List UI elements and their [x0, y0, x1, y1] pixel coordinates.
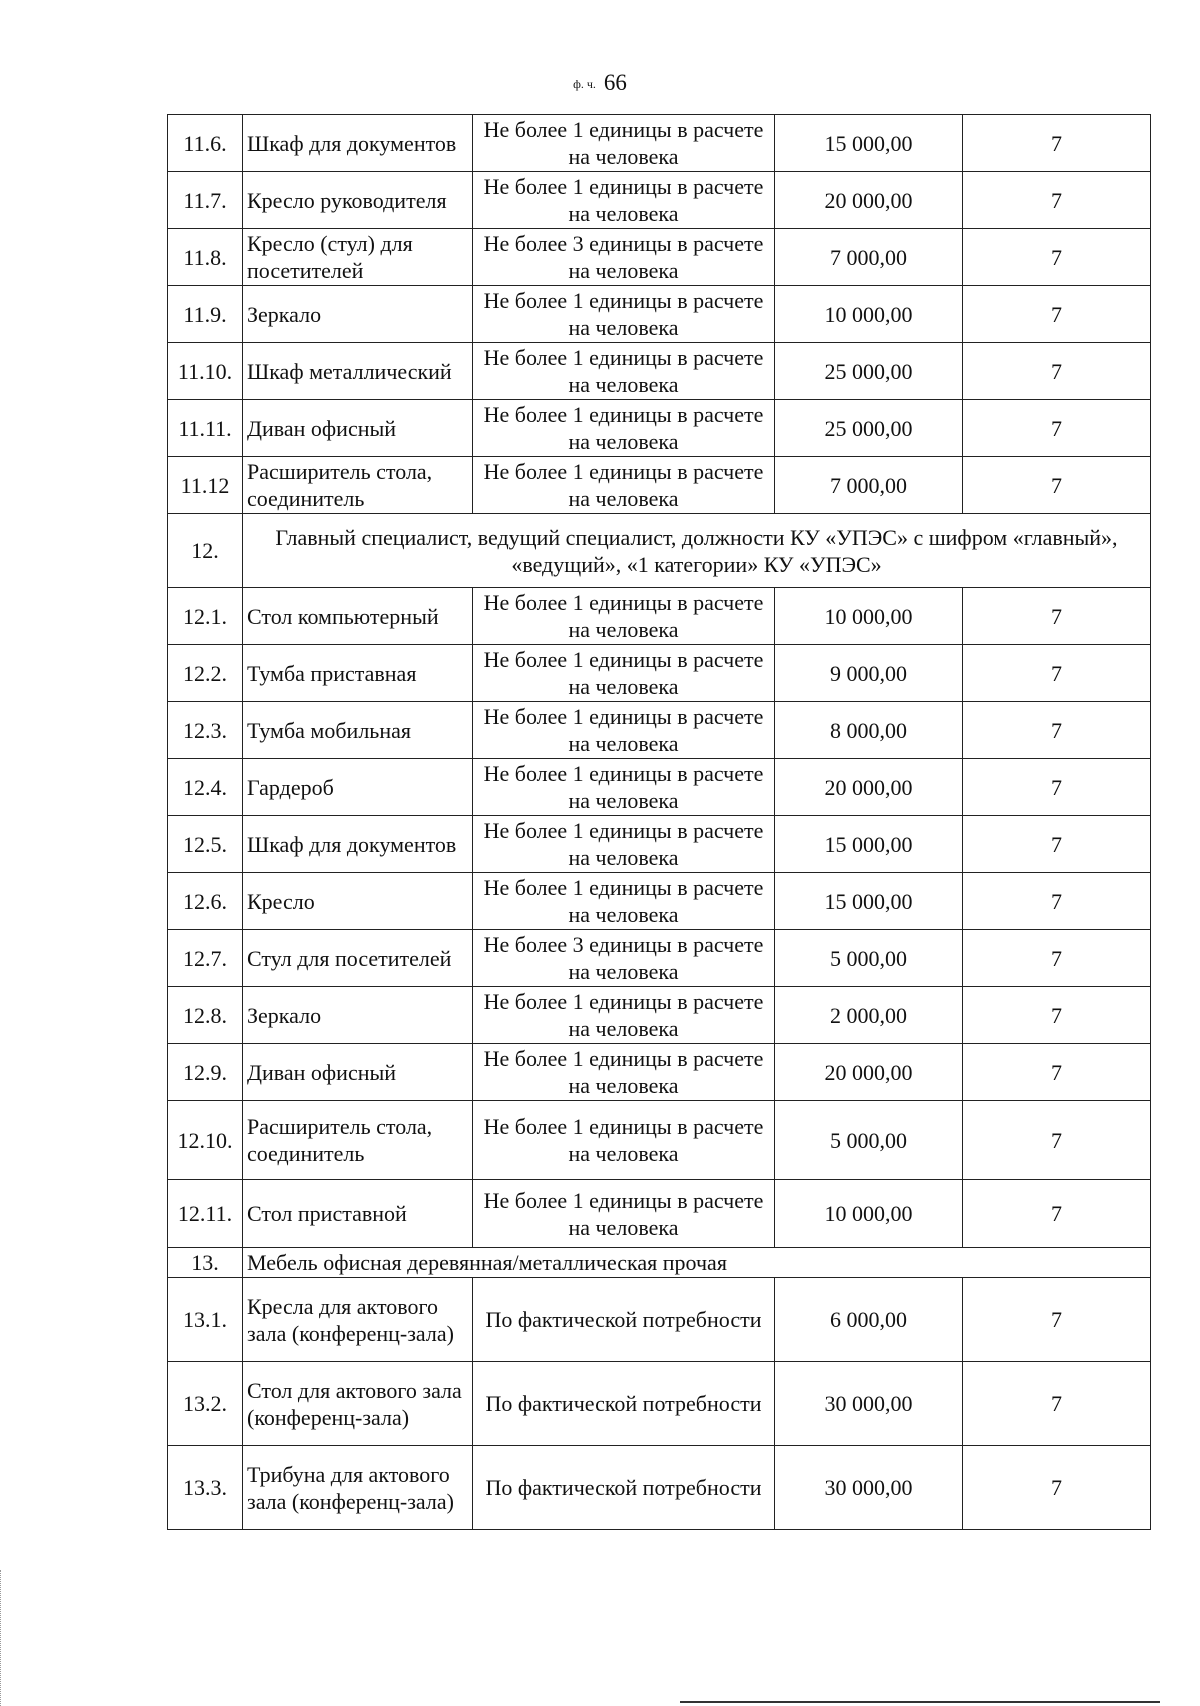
- item-name-cell: Расширитель стола, соединитель: [243, 457, 473, 514]
- quantity-norm-cell: Не более 1 единицы в расчете на человека: [473, 172, 775, 229]
- service-life-cell: 7: [963, 286, 1151, 343]
- item-name-cell: Тумба приставная: [243, 645, 473, 702]
- max-price-cell: 5 000,00: [775, 930, 963, 987]
- quantity-norm-cell: Не более 1 единицы в расчете на человека: [473, 987, 775, 1044]
- table-row: [168, 115, 1151, 172]
- max-price-cell: 2 000,00: [775, 987, 963, 1044]
- row-number-cell: 11.12: [168, 457, 243, 514]
- item-name-cell: Зеркало: [243, 286, 473, 343]
- table-row: [168, 172, 1151, 229]
- quantity-norm-cell: Не более 1 единицы в расчете на человека: [473, 816, 775, 873]
- quantity-norm-cell: Не более 3 единицы в расчете на человека: [473, 930, 775, 987]
- table-row: [168, 987, 1151, 1044]
- service-life-cell: 7: [963, 645, 1151, 702]
- row-number-cell: 12.9.: [168, 1044, 243, 1101]
- row-number-cell: 12.2.: [168, 645, 243, 702]
- max-price-cell: 20 000,00: [775, 172, 963, 229]
- item-name-cell: Трибуна для актового зала (конференц-зала): [243, 1446, 473, 1530]
- row-number-cell: 12.: [168, 514, 243, 588]
- quantity-norm-cell: Не более 1 единицы в расчете на человека: [473, 588, 775, 645]
- service-life-cell: 7: [963, 816, 1151, 873]
- service-life-cell: 7: [963, 1278, 1151, 1362]
- row-number-cell: 11.11.: [168, 400, 243, 457]
- row-number-cell: 11.9.: [168, 286, 243, 343]
- quantity-norm-cell: Не более 1 единицы в расчете на человека: [473, 702, 775, 759]
- table-row: [168, 343, 1151, 400]
- row-number-cell: 13.3.: [168, 1446, 243, 1530]
- max-price-cell: 7 000,00: [775, 457, 963, 514]
- quantity-norm-cell: Не более 1 единицы в расчете на человека: [473, 759, 775, 816]
- table-row: [168, 702, 1151, 759]
- quantity-norm-cell: Не более 1 единицы в расчете на человека: [473, 343, 775, 400]
- table-row: [168, 1278, 1151, 1362]
- table-row: [168, 816, 1151, 873]
- row-number-cell: 11.6.: [168, 115, 243, 172]
- table-row: [168, 400, 1151, 457]
- max-price-cell: 7 000,00: [775, 229, 963, 286]
- service-life-cell: 7: [963, 1446, 1151, 1530]
- quantity-norm-cell: Не более 1 единицы в расчете на человека: [473, 1180, 775, 1248]
- row-number-cell: 12.11.: [168, 1180, 243, 1248]
- quantity-norm-cell: Не более 1 единицы в расчете на человека: [473, 286, 775, 343]
- item-name-cell: Кресло руководителя: [243, 172, 473, 229]
- service-life-cell: 7: [963, 172, 1151, 229]
- page-number-value: 66: [603, 70, 627, 95]
- row-number-cell: 12.5.: [168, 816, 243, 873]
- service-life-cell: 7: [963, 115, 1151, 172]
- table-body: [168, 115, 1151, 1530]
- row-number-cell: 12.7.: [168, 930, 243, 987]
- table-row: [168, 930, 1151, 987]
- service-life-cell: 7: [963, 702, 1151, 759]
- item-name-cell: Стол компьютерный: [243, 588, 473, 645]
- table-row: [168, 759, 1151, 816]
- item-name-cell: Шкаф металлический: [243, 343, 473, 400]
- max-price-cell: 10 000,00: [775, 588, 963, 645]
- row-number-cell: 11.7.: [168, 172, 243, 229]
- quantity-norm-cell: По фактической потребности: [473, 1446, 775, 1530]
- service-life-cell: 7: [963, 1362, 1151, 1446]
- table-row: [168, 873, 1151, 930]
- max-price-cell: 10 000,00: [775, 1180, 963, 1248]
- table-row: [168, 229, 1151, 286]
- item-name-cell: Стол для актового зала (конференц-зала): [243, 1362, 473, 1446]
- max-price-cell: 30 000,00: [775, 1362, 963, 1446]
- max-price-cell: 10 000,00: [775, 286, 963, 343]
- quantity-norm-cell: Не более 1 единицы в расчете на человека: [473, 115, 775, 172]
- item-name-cell: Кресло (стул) для посетителей: [243, 229, 473, 286]
- table-row: [168, 286, 1151, 343]
- item-name-cell: Кресло: [243, 873, 473, 930]
- quantity-norm-cell: Не более 1 единицы в расчете на человека: [473, 1101, 775, 1180]
- table-row: [168, 588, 1151, 645]
- table-row: [168, 1362, 1151, 1446]
- group-title-cell: Главный специалист, ведущий специалист, должности КУ «УПЭС» с шифром «главный», «ведущий», «1 категории» КУ «УПЭС»: [243, 514, 1151, 588]
- max-price-cell: 6 000,00: [775, 1278, 963, 1362]
- quantity-norm-cell: По фактической потребности: [473, 1362, 775, 1446]
- max-price-cell: 15 000,00: [775, 115, 963, 172]
- item-name-cell: Шкаф для документов: [243, 816, 473, 873]
- quantity-norm-cell: Не более 1 единицы в расчете на человека: [473, 873, 775, 930]
- item-name-cell: Диван офисный: [243, 1044, 473, 1101]
- quantity-norm-cell: Не более 1 единицы в расчете на человека: [473, 645, 775, 702]
- group-header-row: [168, 514, 1151, 588]
- max-price-cell: 15 000,00: [775, 816, 963, 873]
- max-price-cell: 30 000,00: [775, 1446, 963, 1530]
- scan-edge-dots: [0, 1570, 3, 1706]
- service-life-cell: 7: [963, 229, 1151, 286]
- item-name-cell: Тумба мобильная: [243, 702, 473, 759]
- row-number-cell: 12.8.: [168, 987, 243, 1044]
- item-name-cell: Стул для посетителей: [243, 930, 473, 987]
- row-number-cell: 13.1.: [168, 1278, 243, 1362]
- row-number-cell: 13.2.: [168, 1362, 243, 1446]
- section-title-cell: Мебель офисная деревянная/металлическая прочая: [243, 1248, 1151, 1278]
- quantity-norm-cell: Не более 3 единицы в расчете на человека: [473, 229, 775, 286]
- table-row: [168, 1180, 1151, 1248]
- item-name-cell: Расширитель стола, соединитель: [243, 1101, 473, 1180]
- row-number-cell: 13.: [168, 1248, 243, 1278]
- row-number-cell: 12.6.: [168, 873, 243, 930]
- row-number-cell: 12.10.: [168, 1101, 243, 1180]
- item-name-cell: Кресла для актового зала (конференц-зала): [243, 1278, 473, 1362]
- max-price-cell: 8 000,00: [775, 702, 963, 759]
- item-name-cell: Шкаф для документов: [243, 115, 473, 172]
- furniture-norms-table: [167, 114, 1151, 1530]
- service-life-cell: 7: [963, 400, 1151, 457]
- page-number: [0, 70, 1200, 96]
- max-price-cell: 25 000,00: [775, 343, 963, 400]
- service-life-cell: 7: [963, 457, 1151, 514]
- max-price-cell: 20 000,00: [775, 1044, 963, 1101]
- table-row: [168, 457, 1151, 514]
- service-life-cell: 7: [963, 343, 1151, 400]
- row-number-cell: 12.4.: [168, 759, 243, 816]
- service-life-cell: 7: [963, 1101, 1151, 1180]
- service-life-cell: 7: [963, 987, 1151, 1044]
- table-row: [168, 1044, 1151, 1101]
- quantity-norm-cell: Не более 1 единицы в расчете на человека: [473, 1044, 775, 1101]
- service-life-cell: 7: [963, 930, 1151, 987]
- service-life-cell: 7: [963, 873, 1151, 930]
- quantity-norm-cell: Не более 1 единицы в расчете на человека: [473, 400, 775, 457]
- max-price-cell: 9 000,00: [775, 645, 963, 702]
- item-name-cell: Диван офисный: [243, 400, 473, 457]
- max-price-cell: 5 000,00: [775, 1101, 963, 1180]
- service-life-cell: 7: [963, 759, 1151, 816]
- row-number-cell: 12.3.: [168, 702, 243, 759]
- service-life-cell: 7: [963, 588, 1151, 645]
- table-row: [168, 1101, 1151, 1180]
- service-life-cell: 7: [963, 1044, 1151, 1101]
- table-row: [168, 645, 1151, 702]
- max-price-cell: 25 000,00: [775, 400, 963, 457]
- max-price-cell: 20 000,00: [775, 759, 963, 816]
- footer-rule: [680, 1701, 1160, 1703]
- item-name-cell: Зеркало: [243, 987, 473, 1044]
- row-number-cell: 11.8.: [168, 229, 243, 286]
- row-number-cell: 11.10.: [168, 343, 243, 400]
- item-name-cell: Стол приставной: [243, 1180, 473, 1248]
- page-mark: ф. ч.: [573, 77, 596, 92]
- max-price-cell: 15 000,00: [775, 873, 963, 930]
- quantity-norm-cell: По фактической потребности: [473, 1278, 775, 1362]
- item-name-cell: Гардероб: [243, 759, 473, 816]
- table-row: [168, 1446, 1151, 1530]
- section-header-row: [168, 1248, 1151, 1278]
- row-number-cell: 12.1.: [168, 588, 243, 645]
- quantity-norm-cell: Не более 1 единицы в расчете на человека: [473, 457, 775, 514]
- service-life-cell: 7: [963, 1180, 1151, 1248]
